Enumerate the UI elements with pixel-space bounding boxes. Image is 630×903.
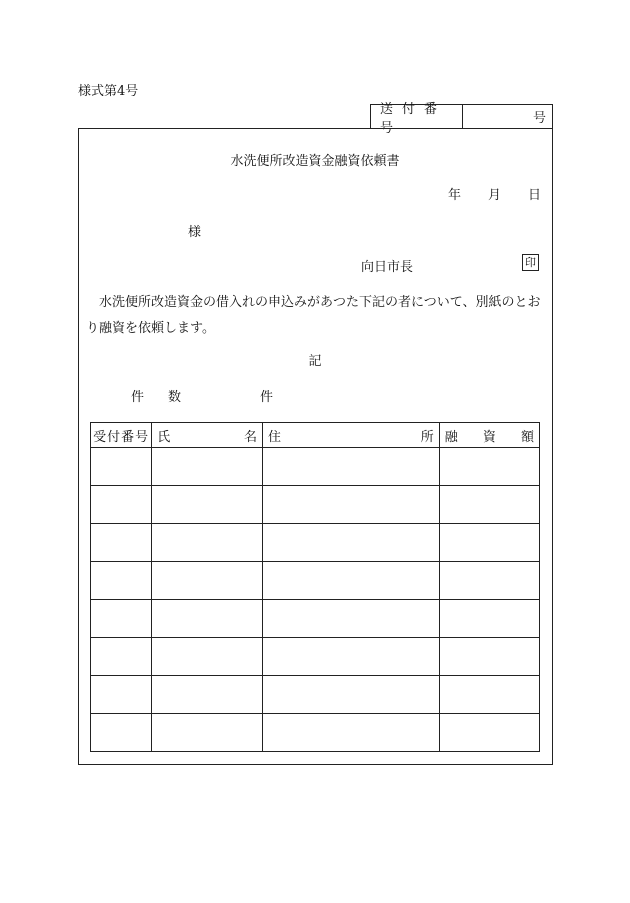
date-year-label: 年 xyxy=(448,188,462,203)
header-address: 住 所 xyxy=(263,423,440,448)
loan-amount-cell[interactable] xyxy=(439,714,539,752)
count-line xyxy=(131,386,274,405)
count-unit: 件 xyxy=(260,390,274,405)
loan-amount-cell[interactable] xyxy=(439,562,539,600)
table-row xyxy=(91,562,540,600)
table-row xyxy=(91,486,540,524)
send-number-label: 送付番号 xyxy=(371,105,463,128)
receipt-number-cell[interactable] xyxy=(91,448,152,486)
loan-amount-cell[interactable] xyxy=(439,676,539,714)
header-receipt-number: 受付番号 xyxy=(91,423,152,448)
name-cell[interactable] xyxy=(152,676,263,714)
date-month-label: 月 xyxy=(488,188,502,203)
table-row xyxy=(91,524,540,562)
name-cell[interactable] xyxy=(152,448,263,486)
name-cell[interactable] xyxy=(152,638,263,676)
loan-amount-cell[interactable] xyxy=(439,600,539,638)
receipt-number-cell[interactable] xyxy=(91,600,152,638)
loan-amount-cell[interactable] xyxy=(439,486,539,524)
seal-stamp: 印 xyxy=(522,254,539,271)
form-number-label: 様式第4号 xyxy=(78,84,139,99)
table-row xyxy=(91,600,540,638)
table-row xyxy=(91,714,540,752)
issuer-name: 向日市長 xyxy=(361,260,414,275)
loan-amount-cell[interactable] xyxy=(439,448,539,486)
receipt-number-cell[interactable] xyxy=(91,714,152,752)
receipt-number-cell[interactable] xyxy=(91,562,152,600)
address-cell[interactable] xyxy=(263,486,440,524)
loan-amount-cell[interactable] xyxy=(439,524,539,562)
address-cell[interactable] xyxy=(263,524,440,562)
receipt-number-cell[interactable] xyxy=(91,524,152,562)
send-number-field[interactable] xyxy=(463,105,552,128)
date-line xyxy=(448,184,548,203)
loan-request-table xyxy=(90,422,540,752)
address-cell[interactable] xyxy=(263,448,440,486)
receipt-number-cell[interactable] xyxy=(91,486,152,524)
table-row xyxy=(91,638,540,676)
receipt-number-cell[interactable] xyxy=(91,676,152,714)
name-cell[interactable] xyxy=(152,486,263,524)
date-day-label: 日 xyxy=(528,188,542,203)
name-cell[interactable] xyxy=(152,600,263,638)
loan-amount-cell[interactable] xyxy=(439,638,539,676)
document-title: 水洗便所改造資金融資依頼書 xyxy=(230,154,400,169)
address-cell[interactable] xyxy=(263,600,440,638)
count-label: 件数 xyxy=(131,390,206,405)
table-header-row xyxy=(91,423,540,448)
receipt-number-cell[interactable] xyxy=(91,638,152,676)
name-cell[interactable] xyxy=(152,524,263,562)
header-name: 氏 名 xyxy=(152,423,263,448)
table-row xyxy=(91,676,540,714)
address-cell[interactable] xyxy=(263,676,440,714)
header-loan-amount: 融 資 額 xyxy=(439,423,539,448)
address-cell[interactable] xyxy=(263,638,440,676)
addressee-suffix: 様 xyxy=(188,225,202,240)
name-cell[interactable] xyxy=(152,714,263,752)
request-body-text: 水洗便所改造資金の借入れの申込みがあつた下記の者について、別紙のとおり融資を依頼します。 xyxy=(86,295,541,336)
ki-heading: 記 xyxy=(308,354,322,369)
address-cell[interactable] xyxy=(263,714,440,752)
address-cell[interactable] xyxy=(263,562,440,600)
table-row xyxy=(91,448,540,486)
send-number-unit: 号 xyxy=(532,111,546,126)
name-cell[interactable] xyxy=(152,562,263,600)
send-number-box xyxy=(370,101,553,136)
